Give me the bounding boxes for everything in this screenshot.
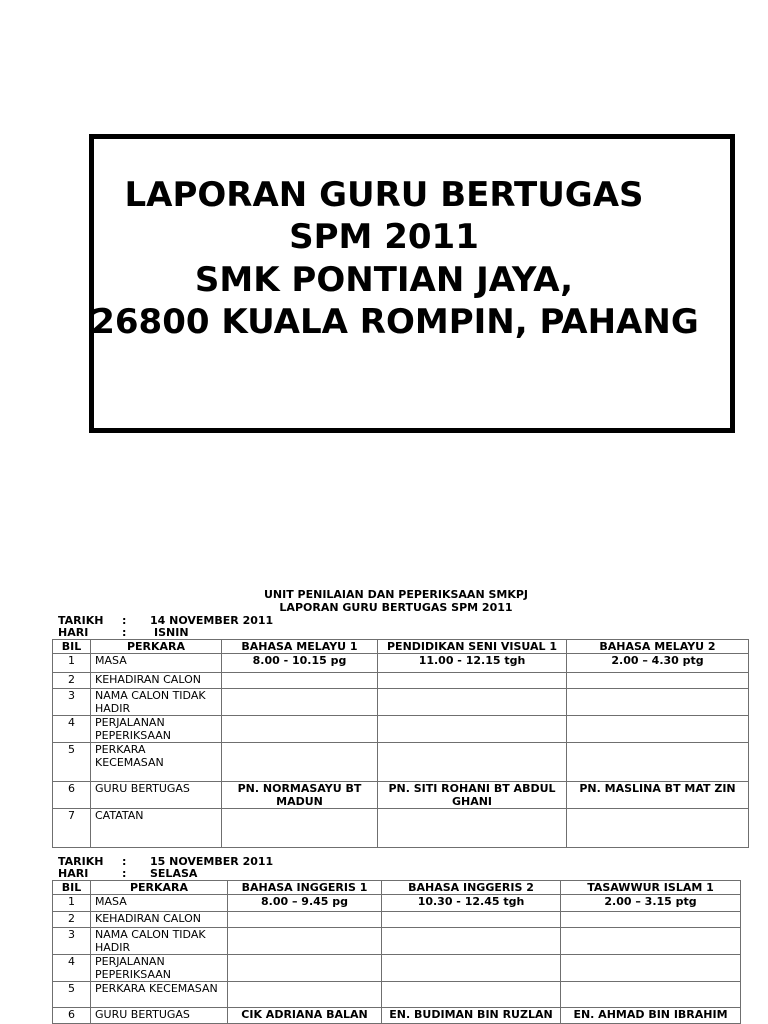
header-subject-2: BAHASA INGGERIS 2 [382,881,561,895]
row-cell: 10.30 - 12.45 tgh [382,895,561,912]
header-bil: BIL [53,640,91,654]
row-bil: 1 [53,895,91,912]
table-row [53,654,749,673]
table-row [53,673,749,689]
row-cell [378,689,567,716]
row-bil: 2 [53,673,91,689]
row-bil: 3 [53,928,91,955]
row-bil: 5 [53,982,91,1008]
row-cell [228,982,382,1008]
row-cell: EN. AHMAD BIN IBRAHIM [561,1008,741,1024]
row-perkara: MASA [91,654,222,673]
header-subject-1: BAHASA INGGERIS 1 [228,881,382,895]
row-cell: EN. BUDIMAN BIN RUZLAN [382,1008,561,1024]
row-perkara: KEHADIRAN CALON [91,912,228,928]
row-perkara: MASA [91,895,228,912]
row-perkara: PERJALANAN PEPERIKSAAN [91,716,222,743]
row-cell: CIK ADRIANA BALAN [228,1008,382,1024]
row-cell [222,743,378,782]
row-cell [561,982,741,1008]
table-header-row [53,640,749,654]
row-cell [378,716,567,743]
table-row [53,716,749,743]
table-row [53,689,749,716]
row-cell [561,912,741,928]
row-bil: 7 [53,809,91,848]
row-bil: 4 [53,716,91,743]
day2-tarikh-value: 15 NOVEMBER 2011 [150,855,274,868]
row-cell [222,716,378,743]
table-row [53,743,749,782]
header-bil: BIL [53,881,91,895]
report-header-unit: UNIT PENILAIAN DAN PEPERIKSAAN SMKPJ [263,588,529,601]
row-cell [228,912,382,928]
table-row [53,982,741,1008]
row-cell: 8.00 – 9.45 pg [228,895,382,912]
row-bil: 3 [53,689,91,716]
row-cell: PN. NORMASAYU BT MADUN [222,782,378,809]
row-cell [567,716,749,743]
header-subject-3: TASAWWUR ISLAM 1 [561,881,741,895]
row-perkara: PERKARA KECEMASAN [91,982,228,1008]
day1-table [52,639,749,848]
row-cell [222,809,378,848]
header-subject-3: BAHASA MELAYU 2 [567,640,749,654]
title-line-1: LAPORAN GURU BERTUGAS [124,175,644,215]
row-cell [228,928,382,955]
row-perkara: GURU BERTUGAS [91,1008,228,1024]
header-subject-1: BAHASA MELAYU 1 [222,640,378,654]
table-row [53,955,741,982]
header-perkara: PERKARA [91,881,228,895]
row-bil: 4 [53,955,91,982]
row-cell [382,928,561,955]
row-perkara: CATATAN [91,809,222,848]
row-cell [561,955,741,982]
row-perkara: PERKARA KECEMASAN [91,743,222,782]
colon: : [122,626,127,639]
row-perkara: PERJALANAN PEPERIKSAAN [91,955,228,982]
row-cell: PN. MASLINA BT MAT ZIN [567,782,749,809]
day2-hari-value: SELASA [150,867,198,880]
header-subject-2: PENDIDIKAN SENI VISUAL 1 [378,640,567,654]
tarikh-label: TARIKH [58,614,104,627]
row-cell [567,743,749,782]
row-cell [567,673,749,689]
row-bil: 1 [53,654,91,673]
row-cell: 2.00 – 3.15 ptg [561,895,741,912]
table-row [53,1008,741,1024]
row-cell [378,673,567,689]
colon: : [122,855,127,868]
row-cell [222,673,378,689]
title-line-2: SPM 2011 [289,217,479,257]
row-cell [222,689,378,716]
row-cell [567,809,749,848]
row-cell [378,743,567,782]
table-header-row [53,881,741,895]
title-line-4: 26800 KUALA ROMPIN, PAHANG [91,302,699,342]
row-bil: 5 [53,743,91,782]
colon: : [122,867,127,880]
table-row [53,809,749,848]
row-perkara: NAMA CALON TIDAK HADIR [91,928,228,955]
title-line-3: SMK PONTIAN JAYA, [194,260,574,300]
row-cell [382,955,561,982]
hari-label: HARI [58,867,89,880]
report-header-title: LAPORAN GURU BERTUGAS SPM 2011 [279,601,513,614]
day2-table [52,880,741,1024]
hari-label: HARI [58,626,89,639]
row-cell: PN. SITI ROHANI BT ABDUL GHANI [378,782,567,809]
tarikh-label: TARIKH [58,855,104,868]
day1-tarikh-value: 14 NOVEMBER 2011 [150,614,274,627]
table-row [53,895,741,912]
table-row [53,912,741,928]
day1-hari-value: ISNIN [154,626,189,639]
colon: : [122,614,127,627]
row-perkara: NAMA CALON TIDAK HADIR [91,689,222,716]
row-perkara: GURU BERTUGAS [91,782,222,809]
row-cell [561,928,741,955]
row-perkara: KEHADIRAN CALON [91,673,222,689]
table-row [53,782,749,809]
row-cell: 8.00 - 10.15 pg [222,654,378,673]
row-cell [382,982,561,1008]
row-cell [228,955,382,982]
row-cell [382,912,561,928]
row-bil: 2 [53,912,91,928]
table-row [53,928,741,955]
row-cell [378,809,567,848]
row-cell: 2.00 – 4.30 ptg [567,654,749,673]
row-bil: 6 [53,1008,91,1024]
header-perkara: PERKARA [91,640,222,654]
row-cell: 11.00 - 12.15 tgh [378,654,567,673]
row-cell [567,689,749,716]
row-bil: 6 [53,782,91,809]
